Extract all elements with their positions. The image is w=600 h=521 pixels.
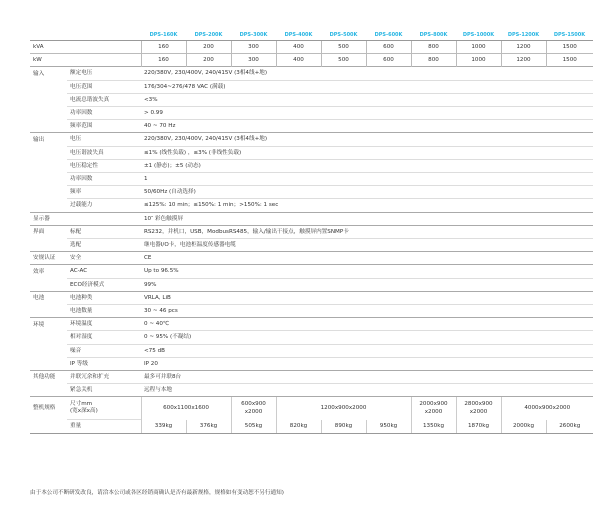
- category-label: [30, 384, 67, 397]
- spec-value: > 0.99: [141, 107, 593, 120]
- spec-item-label: 功率因数: [67, 173, 141, 186]
- weight-label: 重量: [67, 420, 141, 433]
- spec-table: [30, 30, 593, 434]
- spec-item-label: 相对湿度: [67, 331, 141, 344]
- capacity-value: 800: [411, 41, 456, 54]
- category-label: 输出: [30, 133, 67, 146]
- spec-item-label: 电压谐波失真: [67, 146, 141, 159]
- spec-item-label: 电池数量: [67, 305, 141, 318]
- capacity-value: 800: [411, 54, 456, 67]
- category-label: [30, 331, 67, 344]
- dimension-value: 1200x900x2000: [276, 397, 411, 420]
- spec-value: 99%: [141, 278, 593, 291]
- spec-value: 0 ~ 40℃: [141, 318, 593, 331]
- dimension-value: 4000x900x2000: [501, 397, 593, 420]
- spec-row: [30, 239, 593, 252]
- weight-value: 890kg: [321, 420, 366, 433]
- dimension-label-line: (宽x深x高): [70, 408, 98, 415]
- spec-value: 50/60Hz (自动选择): [141, 186, 593, 199]
- category-label: [30, 344, 67, 357]
- spec-value: VRLA, LiB: [141, 291, 593, 304]
- weight-row: [30, 420, 593, 433]
- capacity-value: 1200: [501, 41, 546, 54]
- category-label: [30, 173, 67, 186]
- spec-row: [30, 159, 593, 172]
- capacity-value: 1200: [501, 54, 546, 67]
- spec-item-label: 电压稳定性: [67, 159, 141, 172]
- capacity-value: 500: [321, 54, 366, 67]
- spec-value: 220/380V, 230/400V, 240/415V (3相4线+地): [141, 133, 593, 146]
- spec-row: [30, 133, 593, 146]
- spec-item-label: 噪音: [67, 344, 141, 357]
- spec-value: 30 ~ 46 pcs: [141, 305, 593, 318]
- spec-value: ±1 (静态)；±5 (动态): [141, 159, 593, 172]
- weight-value: 339kg: [141, 420, 186, 433]
- footnote: 由于本公司不断研发改良，请洽本公司或各区经销商确认是否有最新规格，规格如有变动恕不另行通知): [30, 490, 284, 496]
- weight-value: 505kg: [231, 420, 276, 433]
- capacity-value: 600: [366, 41, 411, 54]
- capacity-value: 200: [186, 41, 231, 54]
- capacity-value: 160: [141, 41, 186, 54]
- spec-row: [30, 67, 593, 80]
- spec-row: [30, 173, 593, 186]
- model-name: DPS-160K: [149, 32, 178, 38]
- spec-value: ≤1% (线性负载) ，≤3% (非线性负载): [141, 146, 593, 159]
- category-label: [30, 146, 67, 159]
- spec-item-label: ECO经济模式: [67, 278, 141, 291]
- spec-value: <75 dB: [141, 344, 593, 357]
- spec-row: [30, 186, 593, 199]
- dimension-value: 2800x900 x2000: [456, 397, 501, 420]
- spec-sheet: [30, 30, 593, 434]
- category-label: [30, 239, 67, 252]
- weight-value: 2600kg: [546, 420, 593, 433]
- spec-row: [30, 278, 593, 291]
- spec-row: [30, 305, 593, 318]
- capacity-value: 1500: [546, 54, 593, 67]
- category-label: [30, 278, 67, 291]
- capacity-value: 200: [186, 54, 231, 67]
- category-label: [30, 80, 67, 93]
- category-label: [30, 186, 67, 199]
- spec-value: Up to 96.5%: [141, 265, 593, 278]
- dimension-value: 600x900 x2000: [231, 397, 276, 420]
- spec-value: RS232，并机口，USB，ModbusRS485，输入/输出干接点，触摸屏内置SNMP卡: [141, 225, 593, 238]
- spec-value: 40 ~ 70 Hz: [141, 120, 593, 133]
- category-label: [30, 120, 67, 133]
- weight-value: 820kg: [276, 420, 321, 433]
- spec-row: [30, 357, 593, 370]
- capacity-row-kva: [30, 41, 593, 54]
- model-name: DPS-1200K: [507, 32, 540, 38]
- spec-row: [30, 146, 593, 159]
- spec-item-label: 额定电压: [67, 67, 141, 80]
- spec-row: [30, 93, 593, 106]
- capacity-value: 1000: [456, 41, 501, 54]
- model-name: DPS-500K: [329, 32, 358, 38]
- weight-value: 1870kg: [456, 420, 501, 433]
- model-name: DPS-200K: [194, 32, 223, 38]
- spec-item-label: 标配: [67, 225, 141, 238]
- spec-row: [30, 318, 593, 331]
- category-label: [30, 93, 67, 106]
- spec-item-label: 频率范围: [67, 120, 141, 133]
- spec-item-label: [67, 212, 141, 225]
- dimension-value: 2000x900 x2000: [411, 397, 456, 420]
- weight-value: 2000kg: [501, 420, 546, 433]
- category-label: 电池: [30, 291, 67, 304]
- spec-item-label: 电池种类: [67, 291, 141, 304]
- category-label: [30, 159, 67, 172]
- spec-item-label: 功率因数: [67, 107, 141, 120]
- category-label: [30, 305, 67, 318]
- capacity-value: 160: [141, 54, 186, 67]
- spec-row: [30, 331, 593, 344]
- spec-row: [30, 265, 593, 278]
- spec-value: ≤125%: 10 min；≤150%: 1 min；>150%: 1 sec: [141, 199, 593, 212]
- spec-value: IP 20: [141, 357, 593, 370]
- capacity-label: kVA: [30, 41, 141, 54]
- spec-value: 10″ 彩色触摸屏: [141, 212, 593, 225]
- weight-value: 1350kg: [411, 420, 456, 433]
- spec-item-label: 过载能力: [67, 199, 141, 212]
- spec-item-label: 环境温度: [67, 318, 141, 331]
- weight-value: 376kg: [186, 420, 231, 433]
- capacity-value: 500: [321, 41, 366, 54]
- model-name: DPS-400K: [284, 32, 313, 38]
- spec-value: 176/304~276/478 VAC (满载): [141, 80, 593, 93]
- category-label: 整机规格: [30, 397, 67, 420]
- capacity-value: 400: [276, 54, 321, 67]
- capacity-value: 300: [231, 54, 276, 67]
- category-label: 安规认证: [30, 252, 67, 265]
- dimension-value: 600x1100x1600: [141, 397, 231, 420]
- spec-row: [30, 120, 593, 133]
- spec-item-label: 并联冗余和扩充: [67, 371, 141, 384]
- capacity-label: kW: [30, 54, 141, 67]
- dimension-row: [30, 397, 593, 420]
- spec-item-label: 电压范围: [67, 80, 141, 93]
- spec-row: [30, 252, 593, 265]
- spec-row: [30, 344, 593, 357]
- spec-item-label: 频率: [67, 186, 141, 199]
- spec-value: CE: [141, 252, 593, 265]
- capacity-value: 300: [231, 41, 276, 54]
- spec-value: <3%: [141, 93, 593, 106]
- spec-value: 1: [141, 173, 593, 186]
- spec-value: 远程与本地: [141, 384, 593, 397]
- category-label: 其他功能: [30, 371, 67, 384]
- category-label: [30, 107, 67, 120]
- model-name: DPS-1500K: [553, 32, 586, 38]
- spec-item-label: 选配: [67, 239, 141, 252]
- category-label: 显示器: [30, 212, 67, 225]
- spec-value: 0 ~ 95% (不凝结): [141, 331, 593, 344]
- model-name: DPS-600K: [374, 32, 403, 38]
- spec-row: [30, 212, 593, 225]
- dimension-label: [67, 397, 141, 420]
- weight-value: 950kg: [366, 420, 411, 433]
- spec-row: [30, 291, 593, 304]
- spec-row: [30, 384, 593, 397]
- spec-row: [30, 225, 593, 238]
- spec-item-label: 电压: [67, 133, 141, 146]
- spec-row: [30, 371, 593, 384]
- category-label: 环境: [30, 318, 67, 331]
- capacity-value: 400: [276, 41, 321, 54]
- capacity-row-kw: [30, 54, 593, 67]
- category-label: 界面: [30, 225, 67, 238]
- spec-value: 最多可并联8台: [141, 371, 593, 384]
- spec-item-label: AC-AC: [67, 265, 141, 278]
- spec-value: 220/380V, 230/400V, 240/415V (3相4线+地): [141, 67, 593, 80]
- capacity-value: 1000: [456, 54, 501, 67]
- model-name: DPS-800K: [419, 32, 448, 38]
- spec-item-label: 电流总谐波失真: [67, 93, 141, 106]
- category-label: [30, 199, 67, 212]
- spec-item-label: 安全: [67, 252, 141, 265]
- model-header-row: [30, 30, 593, 41]
- spec-row: [30, 80, 593, 93]
- spec-row: [30, 199, 593, 212]
- model-name: DPS-300K: [239, 32, 268, 38]
- category-label: 效率: [30, 265, 67, 278]
- spec-value: 继电器I/O卡，电池柜温度传感器电缆: [141, 239, 593, 252]
- capacity-value: 600: [366, 54, 411, 67]
- category-label: [30, 357, 67, 370]
- spec-item-label: IP 等级: [67, 357, 141, 370]
- capacity-value: 1500: [546, 41, 593, 54]
- spec-item-label: 紧急关机: [67, 384, 141, 397]
- model-name: DPS-1000K: [462, 32, 495, 38]
- dimension-label-line: 尺寸mm: [70, 400, 93, 407]
- category-label: 输入: [30, 67, 67, 80]
- spec-row: [30, 107, 593, 120]
